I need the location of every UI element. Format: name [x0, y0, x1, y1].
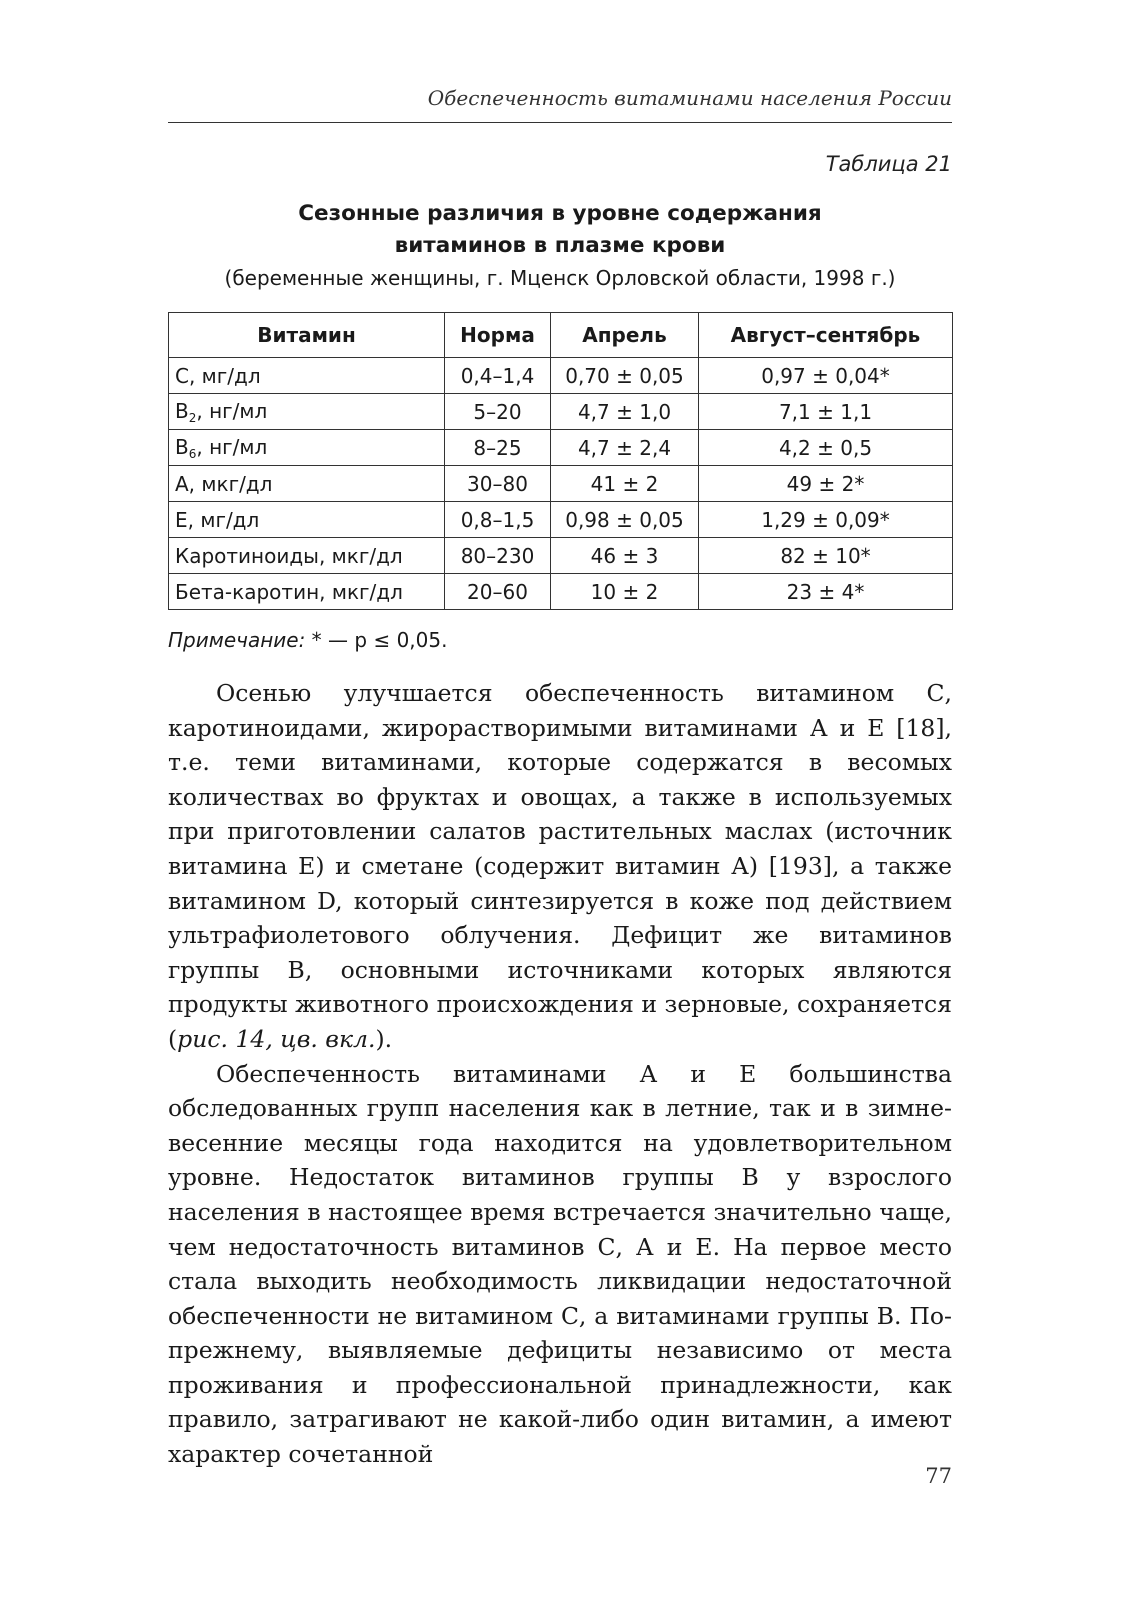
paragraph-2: Обеспеченность витаминами А и Е большинства обследованных групп населения как в летние, так и в зимне-весенние месяцы года находится на удовлетворительном уровне. Недостаток витаминов группы В у взрослого населения в настоящее время встречается значительно чаще, чем недостаточность витаминов С, А и Е. На первое место стала выходить необходимость ликвидации недостаточной обеспеченности не витамином С, а витаминами группы В. По-прежнему, выявляемые дефициты независимо от места проживания и профессиональной принадлежности, как правило, затрагивают не какой-либо один витамин, а имеют характер сочетанной [168, 1059, 952, 1469]
table-row [169, 466, 953, 502]
cell-aug-sep: 1,29 ± 0,09* [699, 502, 953, 538]
cell-april: 4,7 ± 2,4 [551, 430, 699, 466]
cell-aug-sep: 82 ± 10* [699, 538, 953, 574]
cell-norm: 20–60 [445, 574, 551, 610]
table-caption [168, 198, 952, 294]
note-text: * — p ≤ 0,05. [305, 628, 448, 652]
cell-vitamin: C, мг/дл [169, 358, 445, 394]
cell-norm: 0,4–1,4 [445, 358, 551, 394]
vitamin-table [168, 312, 953, 610]
note-label: Примечание: [168, 628, 306, 652]
header-april: Апрель [551, 313, 699, 358]
cell-vitamin: E, мг/дл [169, 502, 445, 538]
page-number: 77 [925, 1464, 952, 1488]
header-norm: Норма [445, 313, 551, 358]
header-rule [168, 122, 952, 123]
cell-april: 0,70 ± 0,05 [551, 358, 699, 394]
table-label: Таблица 21 [825, 152, 952, 176]
running-title: Обеспеченность витаминами населения России [427, 86, 952, 110]
cell-aug-sep: 7,1 ± 1,1 [699, 394, 953, 430]
cell-norm: 5–20 [445, 394, 551, 430]
table-title-line-1: Сезонные различия в уровне содержания [298, 201, 822, 226]
paragraph-1 [168, 676, 952, 1057]
table-row [169, 502, 953, 538]
cell-april: 0,98 ± 0,05 [551, 502, 699, 538]
book-page [168, 0, 952, 1600]
cell-april: 46 ± 3 [551, 538, 699, 574]
paragraph-1-text: Осенью улучшается обеспеченность витамином С, каротиноидами, жирорастворимыми витаминами А и Е [18], т.е. теми витаминами, которые содержатся в весомых количествах во фруктах и овощах, а также в используемых при приготовлении салатов растительных маслах (источник витамина Е) и сметане (содержит витамин А) [193], а также витамином D, который синтезируется в коже под действием ультрафиолетового облучения. Дефицит же витаминов группы В, основными источниками которых являются продукты животного происхождения и зерновые, сохраняется ( [168, 679, 952, 1053]
header-aug-sep: Август–сентябрь [699, 313, 953, 358]
cell-vitamin: Бета-каротин, мкг/дл [169, 574, 445, 610]
table-row [169, 430, 953, 466]
cell-vitamin: $B_2$, нг/мл [169, 394, 445, 430]
figure-reference: рис. 14, цв. вкл. [177, 1024, 376, 1053]
cell-april: 4,7 ± 1,0 [551, 394, 699, 430]
cell-aug-sep: 4,2 ± 0,5 [699, 430, 953, 466]
table-header-row [169, 313, 953, 358]
table-subtitle: (беременные женщины, г. Мценск Орловской области, 1998 г.) [224, 266, 896, 290]
table-title-line-2: витаминов в плазме крови [394, 233, 726, 258]
cell-vitamin: $B_6$, нг/мл [169, 430, 445, 466]
table-row [169, 574, 953, 610]
cell-norm: 30–80 [445, 466, 551, 502]
paragraph-1-end: ). [375, 1024, 393, 1053]
cell-norm: 80–230 [445, 538, 551, 574]
table-row [169, 358, 953, 394]
cell-norm: 8–25 [445, 430, 551, 466]
cell-aug-sep: 0,97 ± 0,04* [699, 358, 953, 394]
cell-aug-sep: 49 ± 2* [699, 466, 953, 502]
body-text [168, 676, 952, 1472]
cell-april: 10 ± 2 [551, 574, 699, 610]
cell-vitamin: Каротиноиды, мкг/дл [169, 538, 445, 574]
table-row [169, 394, 953, 430]
table-note [168, 628, 447, 652]
cell-aug-sep: 23 ± 4* [699, 574, 953, 610]
table-row [169, 538, 953, 574]
cell-vitamin: A, мкг/дл [169, 466, 445, 502]
header-vitamin: Витамин [169, 313, 445, 358]
cell-april: 41 ± 2 [551, 466, 699, 502]
cell-norm: 0,8–1,5 [445, 502, 551, 538]
